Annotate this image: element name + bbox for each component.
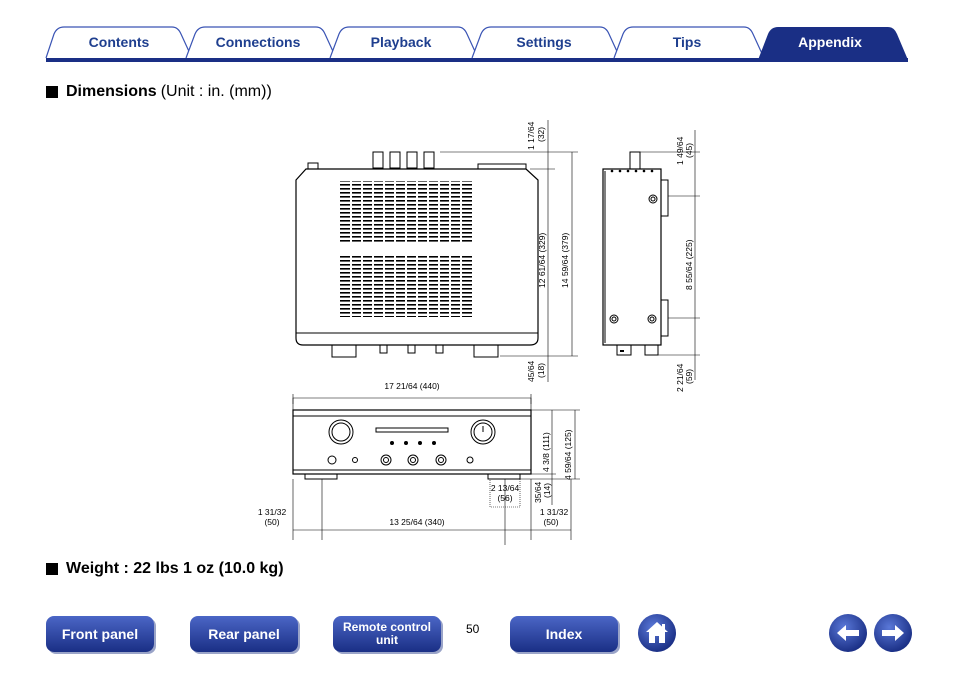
dim-depth-body: 12 61/64 (329) bbox=[537, 232, 547, 288]
home-button[interactable] bbox=[638, 614, 676, 652]
weight-title: Weight : 22 lbs 1 oz (10.0 kg) bbox=[66, 560, 284, 577]
tab-tips-label[interactable]: Tips bbox=[672, 34, 702, 50]
back-arrow-icon bbox=[829, 614, 867, 652]
forward-arrow-icon bbox=[874, 614, 912, 652]
tab-connections-label[interactable]: Connections bbox=[215, 34, 301, 50]
dim-front-knob: 45/64 bbox=[526, 360, 536, 382]
dim-height-total: 4 59/64 (125) bbox=[563, 429, 573, 480]
dim-height-body: 4 3/8 (111) bbox=[541, 432, 551, 472]
dim-foot-right-mm: (50) bbox=[543, 517, 559, 527]
remote-control-label-line1: Remote control bbox=[342, 620, 431, 634]
dim-foot-left-mm: (50) bbox=[264, 517, 280, 527]
back-button[interactable] bbox=[829, 614, 867, 652]
tab-contents-label[interactable]: Contents bbox=[88, 34, 150, 50]
page-number: 50 bbox=[466, 622, 480, 636]
dim-side-top: 1 49/64 bbox=[675, 136, 685, 165]
tab-settings-label[interactable]: Settings bbox=[516, 34, 572, 50]
top-view-vents bbox=[340, 181, 472, 317]
dim-width: 17 21/64 (440) bbox=[384, 381, 440, 391]
dimensions-title: Dimensions bbox=[66, 83, 157, 100]
dim-foot-span: 13 25/64 (340) bbox=[389, 517, 445, 527]
tab-appendix-label[interactable]: Appendix bbox=[798, 34, 862, 50]
dim-top-rear-mm: (32) bbox=[536, 126, 546, 142]
home-icon bbox=[638, 614, 676, 652]
dim-foot-width-mm: (56) bbox=[497, 493, 513, 503]
front-view bbox=[293, 398, 531, 479]
remote-control-button[interactable] bbox=[333, 616, 441, 652]
dim-front-knob-mm: (18) bbox=[536, 362, 546, 378]
dim-side-mid: 8 55/64 (225) bbox=[684, 239, 694, 290]
dim-foot-height-mm: (14) bbox=[542, 482, 552, 498]
front-panel-button[interactable]: Front panel bbox=[46, 616, 154, 652]
dim-depth-total: 14 59/64 (379) bbox=[560, 232, 570, 288]
dim-foot-height: 35/64 bbox=[533, 481, 543, 503]
index-button[interactable]: Index bbox=[510, 616, 618, 652]
dim-foot-right: 1 31/32 bbox=[539, 507, 569, 517]
remote-control-label-line2: unit bbox=[376, 633, 398, 647]
dim-side-bottom: 2 21/64 bbox=[675, 363, 685, 392]
dim-side-bottom-mm: (59) bbox=[684, 368, 694, 384]
dim-foot-left: 1 31/32 bbox=[257, 507, 287, 517]
dim-top-rear: 1 17/64 bbox=[526, 121, 536, 150]
dimensions-unit: (Unit : in. (mm)) bbox=[160, 83, 272, 100]
forward-button[interactable] bbox=[874, 614, 912, 652]
tab-playback-label[interactable]: Playback bbox=[370, 34, 432, 50]
side-view bbox=[603, 152, 668, 355]
rear-panel-button[interactable]: Rear panel bbox=[190, 616, 298, 652]
dim-foot-width: 2 13/64 bbox=[490, 483, 520, 493]
dim-side-top-mm: (45) bbox=[684, 142, 694, 158]
